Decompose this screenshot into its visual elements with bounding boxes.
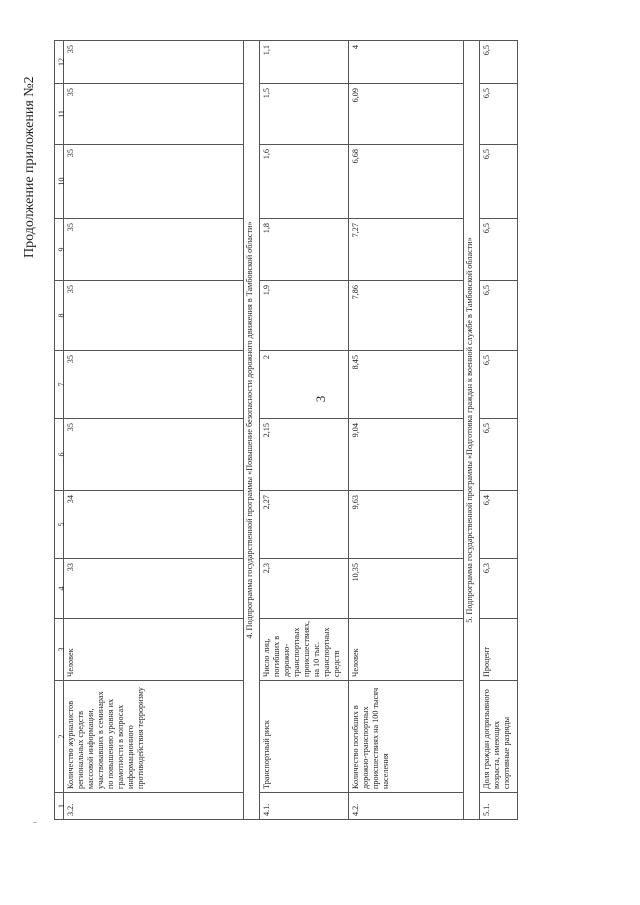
row-id: 4.2. xyxy=(349,792,464,820)
indicator-value: 6,5 xyxy=(480,350,518,418)
indicator-value: 1,8 xyxy=(260,218,349,280)
scan-speck xyxy=(33,822,37,823)
row-id: 5.1. xyxy=(480,792,518,820)
indicator-value: 6,5 xyxy=(480,280,518,350)
indicator-value: 2,27 xyxy=(260,490,349,558)
page-number: 3 xyxy=(313,395,328,403)
column-number: 6 xyxy=(54,418,64,490)
indicator-value: 7,86 xyxy=(349,280,464,350)
indicator-value: 35 xyxy=(64,350,244,418)
table-body xyxy=(54,40,518,820)
column-number: 10 xyxy=(54,144,64,218)
column-number: 7 xyxy=(54,350,64,418)
column-number: 8 xyxy=(54,280,64,350)
indicator-table xyxy=(54,40,518,820)
indicator-value: 33 xyxy=(64,558,244,618)
indicator-value: 35 xyxy=(64,280,244,350)
subprogram-title: 5. Подпрограмма государственной программы «Подготовка граждан к военной службе в Тамбовской области» xyxy=(464,40,480,820)
indicator-name: Доля граждан допризывного возраста, имеющих спортивные разряды xyxy=(480,680,518,792)
indicator-name: Количество погибших в дорожно-транспортных происшествиях на 100 тысяч населения xyxy=(349,680,464,792)
column-number: 12 xyxy=(54,40,64,83)
indicator-value: 35 xyxy=(64,83,244,144)
column-number: 1 xyxy=(54,792,64,820)
indicator-value: 35 xyxy=(64,418,244,490)
unit-of-measure: Человек xyxy=(64,618,244,680)
indicator-value: 34 xyxy=(64,490,244,558)
column-number: 4 xyxy=(54,558,64,618)
indicator-name: Количество журналистов региональных средств массовой информации, участвовавших в семинарах по повышению уровня их грамотности в вопросах информационного противодействия терроризму xyxy=(64,680,244,792)
indicator-name: Транспортный риск xyxy=(260,680,349,792)
column-number: 9 xyxy=(54,218,64,280)
indicator-value: 6,5 xyxy=(480,144,518,218)
indicator-value: 6,4 xyxy=(480,490,518,558)
indicator-value: 6,5 xyxy=(480,218,518,280)
indicator-value: 6,09 xyxy=(349,83,464,144)
continuation-title: Продолжение приложения №2 xyxy=(22,76,37,258)
row-id: 4.1. xyxy=(260,792,349,820)
continuation-title-wrap xyxy=(22,76,42,278)
subprogram-title: 4. Подпрограмма государственной программы «Повышение безопасности дорожного движения в Тамбовской области» xyxy=(244,40,260,820)
column-number: 3 xyxy=(54,618,64,680)
indicator-value: 8,45 xyxy=(349,350,464,418)
column-number: 5 xyxy=(54,490,64,558)
unit-of-measure: Человек xyxy=(349,618,464,680)
indicator-value: 35 xyxy=(64,40,244,83)
indicator-value: 35 xyxy=(64,218,244,280)
indicator-value: 6,3 xyxy=(480,558,518,618)
indicator-value: 6,5 xyxy=(480,418,518,490)
indicator-value: 1,6 xyxy=(260,144,349,218)
indicator-value: 4 xyxy=(349,40,464,83)
indicator-value: 1,1 xyxy=(260,40,349,83)
unit-of-measure: Число лиц, погибших в дорожно-транспортных происшествиях, на 10 тыс. транспортных средств xyxy=(260,618,349,680)
indicator-value: 1,5 xyxy=(260,83,349,144)
column-number: 2 xyxy=(54,680,64,792)
indicator-value: 2,3 xyxy=(260,558,349,618)
indicator-value: 7,27 xyxy=(349,218,464,280)
indicator-value: 1,9 xyxy=(260,280,349,350)
indicator-value: 6,5 xyxy=(480,83,518,144)
indicator-value: 2,15 xyxy=(260,418,349,490)
indicator-value: 10,35 xyxy=(349,558,464,618)
row-id: 3.2. xyxy=(64,792,244,820)
indicator-value: 2 xyxy=(260,350,349,418)
indicator-value: 6,68 xyxy=(349,144,464,218)
indicator-value: 9,04 xyxy=(349,418,464,490)
unit-of-measure: Процент xyxy=(480,618,518,680)
indicator-value: 6,5 xyxy=(480,40,518,83)
indicator-value: 35 xyxy=(64,144,244,218)
indicator-value: 9,63 xyxy=(349,490,464,558)
column-number: 11 xyxy=(54,83,64,144)
